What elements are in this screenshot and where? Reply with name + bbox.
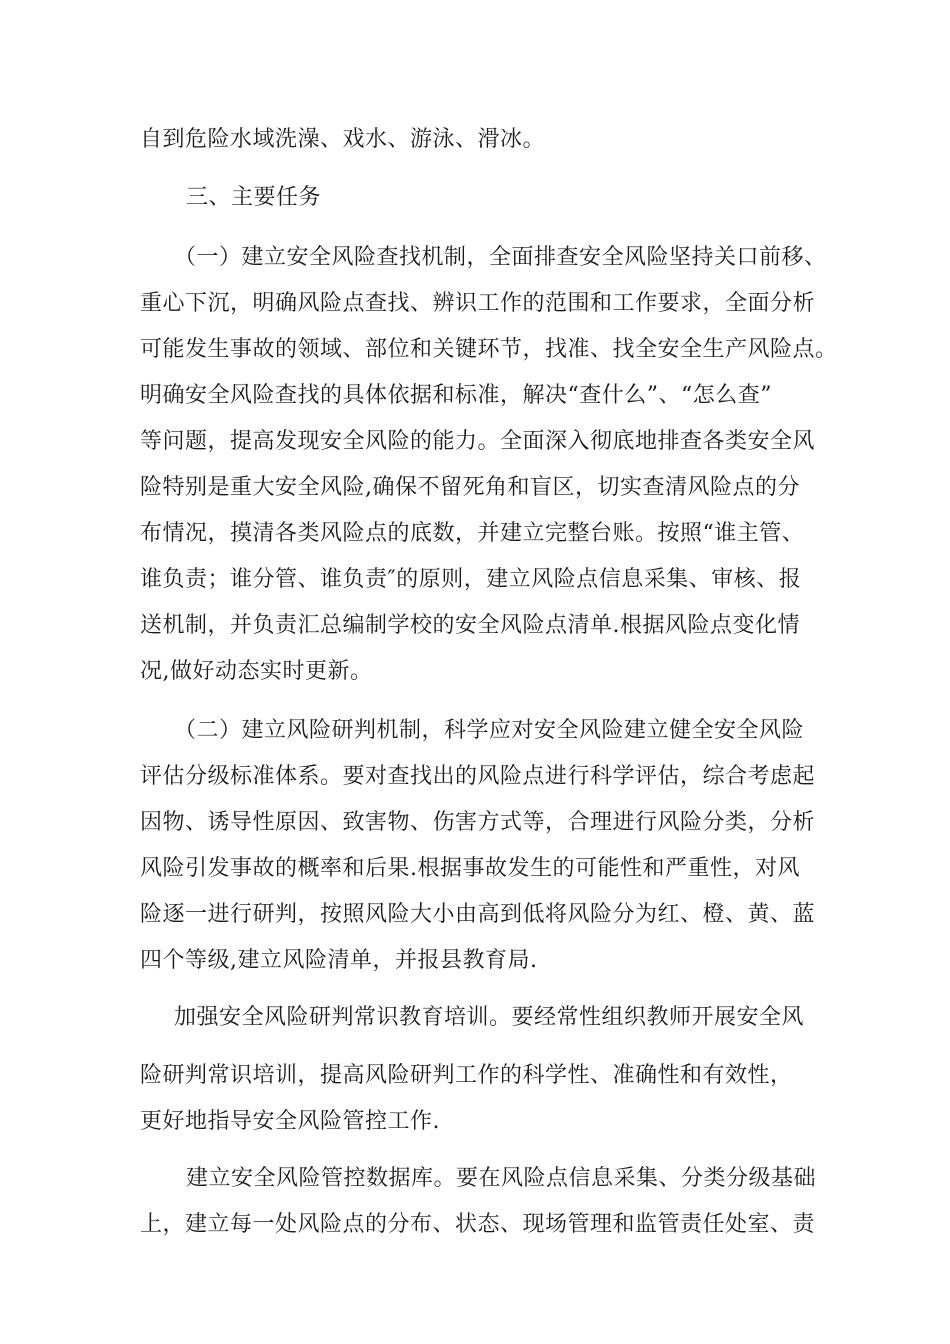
text-line: 明确安全风险查找的具体依据和标准，解决“查什么”、“怎么查” <box>140 383 772 408</box>
text-line: 险研判常识培训，提高风险研判工作的科学性、准确性和有效性， <box>140 1063 793 1088</box>
text-line: 险逐一进行研判，按照风险大小由高到低将风险分为红、橙、黄、蓝 <box>140 902 816 927</box>
text-line: 布情况，摸清各类风险点的底数，并建立完整台账。按照“谁主管、 <box>140 521 805 546</box>
text-line: 等问题，提高发现安全风险的能力。全面深入彻底地排查各类安全风 <box>140 429 816 454</box>
text-line: （二）建立风险研判机制，科学应对安全风险建立健全安全风险 <box>174 718 805 743</box>
text-line: 评估分级标准体系。要对查找出的风险点进行科学评估，综合考虑起 <box>140 764 816 789</box>
text-line: 因物、诱导性原因、致害物、伤害方式等，合理进行风险分类，分析 <box>140 810 816 835</box>
text-line: 建立安全风险管控数据库。要在风险点信息采集、分类分级基础 <box>186 1166 817 1191</box>
text-line: 险特别是重大安全风险,确保不留死角和盲区，切实查清风险点的分 <box>140 475 800 500</box>
text-line: 自到危险水域洗澡、戏水、游泳、滑冰。 <box>140 127 546 152</box>
text-line: （一）建立安全风险查找机制，全面排查安全风险坚持关口前移、 <box>174 245 827 270</box>
text-line: 重心下沉，明确风险点查找、辨识工作的范围和工作要求，全面分析 <box>140 291 816 316</box>
section-heading: 三、主要任务 <box>186 185 322 210</box>
text-line: 上，建立每一处风险点的分布、状态、现场管理和监管责任处室、责 <box>140 1212 816 1237</box>
text-line: 送机制，并负责汇总编制学校的安全风险点清单.根据风险点变化情 <box>140 613 800 638</box>
text-line: 四个等级,建立风险清单，并报县教育局. <box>140 948 538 973</box>
text-line: 更好地指导安全风险管控工作. <box>140 1109 440 1134</box>
text-line: 风险引发事故的概率和后果.根据事故发生的可能性和严重性，对风 <box>140 856 800 881</box>
text-line: 况,做好动态实时更新。 <box>140 659 373 684</box>
text-line: 加强安全风险研判常识教育培训。要经常性组织教师开展安全风 <box>174 1005 805 1030</box>
text-line: 谁负责；谁分管、谁负责″的原则，建立风险点信息采集、审核、报 <box>140 567 802 592</box>
text-line: 可能发生事故的领域、部位和关键环节，找准、找全安全生产风险点。 <box>140 337 838 362</box>
